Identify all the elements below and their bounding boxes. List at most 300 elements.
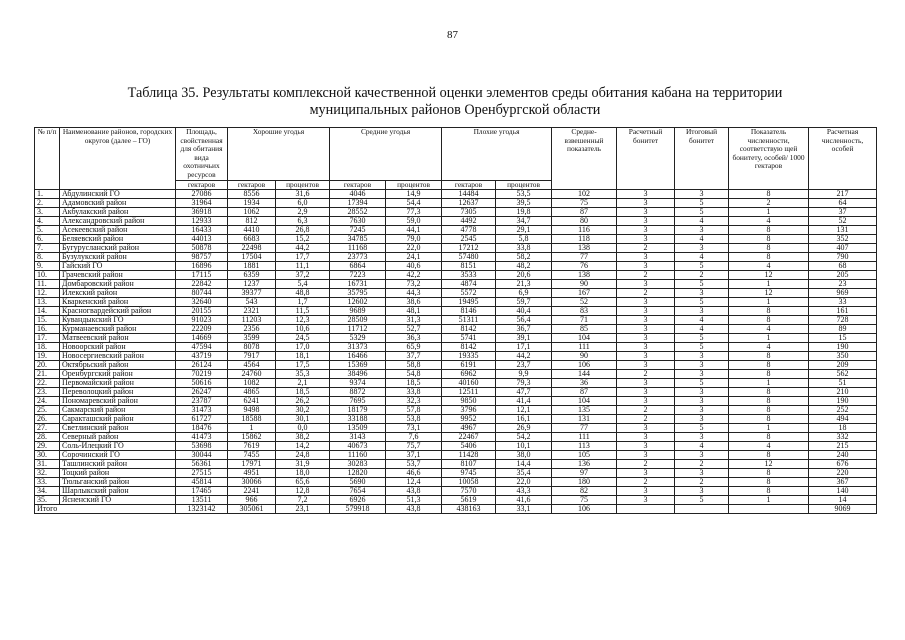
cell-avg: 167 (552, 289, 617, 298)
cell-calc: 3 (617, 424, 675, 433)
cell-final: 4 (675, 235, 729, 244)
cell-medium-pct: 18,5 (386, 379, 442, 388)
cell-indicator: 2 (729, 199, 809, 208)
cell-medium-ha: 7245 (330, 226, 386, 235)
cell-area: 16896 (176, 262, 228, 271)
cell-good-ha: 9498 (228, 406, 276, 415)
cell-calc: 3 (617, 361, 675, 370)
cell-avg: 136 (552, 460, 617, 469)
cell-medium-ha: 35795 (330, 289, 386, 298)
subheader-medium-ha: гектаров (330, 180, 386, 190)
cell-name: Новосергиевский район (60, 352, 176, 361)
header-calc: Расчетный бонитет (617, 128, 675, 190)
cell-calc: 2 (617, 406, 675, 415)
cell-count: 407 (809, 244, 877, 253)
cell-good-ha: 30066 (228, 478, 276, 487)
cell-avg: 106 (552, 361, 617, 370)
cell-poor-ha: 10058 (442, 478, 496, 487)
cell-count: 240 (809, 451, 877, 460)
table-row (35, 334, 877, 343)
header-avg: Средне-взвешенный показатель (552, 128, 617, 190)
cell-area: 17115 (176, 271, 228, 280)
cell-final: 3 (675, 388, 729, 397)
cell-medium-ha: 28509 (330, 316, 386, 325)
cell-good-pct: 17,0 (276, 343, 330, 352)
cell-num: 22. (35, 379, 60, 388)
cell-name: Тоцкий район (60, 469, 176, 478)
cell-final: 3 (675, 352, 729, 361)
cell-num: 10. (35, 271, 60, 280)
cell-good-ha: 2241 (228, 487, 276, 496)
cell-good-pct: 12,3 (276, 316, 330, 325)
cell-medium-pct: 37,7 (386, 352, 442, 361)
total-calc-empty (617, 505, 675, 514)
cell-count: 131 (809, 226, 877, 235)
cell-medium-pct: 59,0 (386, 217, 442, 226)
cell-medium-ha: 18179 (330, 406, 386, 415)
cell-num: 16. (35, 325, 60, 334)
cell-num: 15. (35, 316, 60, 325)
cell-indicator: 8 (729, 487, 809, 496)
cell-name: Илекский район (60, 289, 176, 298)
cell-avg: 116 (552, 226, 617, 235)
cell-good-pct: 10,6 (276, 325, 330, 334)
cell-poor-pct: 39,5 (496, 199, 552, 208)
cell-calc: 3 (617, 235, 675, 244)
cell-name: Кваркенский район (60, 298, 176, 307)
table-row (35, 226, 877, 235)
cell-indicator: 1 (729, 424, 809, 433)
cell-poor-ha: 9850 (442, 397, 496, 406)
cell-final: 5 (675, 298, 729, 307)
cell-indicator: 8 (729, 433, 809, 442)
table-row (35, 487, 877, 496)
cell-indicator: 8 (729, 352, 809, 361)
cell-name: Ташлинский район (60, 460, 176, 469)
cell-good-pct: 7,2 (276, 496, 330, 505)
cell-poor-pct: 48,2 (496, 262, 552, 271)
subheader-poor-ha: гектаров (442, 180, 496, 190)
subheader-good-ha: гектаров (228, 180, 276, 190)
cell-medium-ha: 11168 (330, 244, 386, 253)
total-medium-pct: 43,8 (386, 505, 442, 514)
cell-indicator: 8 (729, 307, 809, 316)
cell-avg: 76 (552, 262, 617, 271)
table-row (35, 325, 877, 334)
cell-num: 8. (35, 253, 60, 262)
cell-count: 14 (809, 496, 877, 505)
cell-name: Сакмарский район (60, 406, 176, 415)
cell-good-ha: 1237 (228, 280, 276, 289)
cell-poor-pct: 58,2 (496, 253, 552, 262)
cell-poor-ha: 4967 (442, 424, 496, 433)
table-row (35, 253, 877, 262)
cell-good-ha: 39377 (228, 289, 276, 298)
cell-good-ha: 4951 (228, 469, 276, 478)
cell-good-pct: 0,0 (276, 424, 330, 433)
table-row (35, 451, 877, 460)
cell-good-ha: 6241 (228, 397, 276, 406)
cell-poor-pct: 39,1 (496, 334, 552, 343)
cell-count: 210 (809, 388, 877, 397)
cell-medium-pct: 36,3 (386, 334, 442, 343)
cell-num: 17. (35, 334, 60, 343)
cell-indicator: 1 (729, 298, 809, 307)
cell-calc: 3 (617, 487, 675, 496)
cell-area: 44013 (176, 235, 228, 244)
cell-name: Соль-Илецкий ГО (60, 442, 176, 451)
cell-indicator: 8 (729, 415, 809, 424)
table-row (35, 307, 877, 316)
table-row (35, 244, 877, 253)
cell-area: 23787 (176, 397, 228, 406)
cell-count: 252 (809, 406, 877, 415)
cell-final: 5 (675, 379, 729, 388)
cell-indicator: 8 (729, 388, 809, 397)
cell-count: 205 (809, 271, 877, 280)
cell-final: 3 (675, 415, 729, 424)
cell-medium-ha: 3143 (330, 433, 386, 442)
cell-medium-pct: 12,4 (386, 478, 442, 487)
cell-medium-pct: 32,3 (386, 397, 442, 406)
cell-final: 3 (675, 307, 729, 316)
cell-poor-ha: 9952 (442, 415, 496, 424)
cell-area: 31473 (176, 406, 228, 415)
cell-medium-ha: 7630 (330, 217, 386, 226)
total-row (35, 505, 877, 514)
cell-area: 30044 (176, 451, 228, 460)
cell-indicator: 8 (729, 451, 809, 460)
table-body (35, 190, 877, 505)
cell-medium-pct: 57,8 (386, 406, 442, 415)
cell-poor-pct: 79,3 (496, 379, 552, 388)
cell-name: Новоорский район (60, 343, 176, 352)
cell-medium-pct: 51,3 (386, 496, 442, 505)
cell-indicator: 4 (729, 262, 809, 271)
cell-medium-ha: 7654 (330, 487, 386, 496)
cell-good-ha: 3599 (228, 334, 276, 343)
cell-num: 35. (35, 496, 60, 505)
table-row (35, 496, 877, 505)
cell-poor-ha: 8151 (442, 262, 496, 271)
cell-poor-ha: 4874 (442, 280, 496, 289)
cell-medium-ha: 6864 (330, 262, 386, 271)
title-line-2: муниципальных районов Оренбургской области (309, 102, 601, 118)
table-row (35, 271, 877, 280)
cell-poor-pct: 59,7 (496, 298, 552, 307)
cell-indicator: 4 (729, 217, 809, 226)
cell-calc: 3 (617, 451, 675, 460)
cell-area: 98757 (176, 253, 228, 262)
cell-medium-ha: 12602 (330, 298, 386, 307)
cell-medium-pct: 73,1 (386, 424, 442, 433)
cell-num: 20. (35, 361, 60, 370)
cell-name: Октябрьский район (60, 361, 176, 370)
cell-good-pct: 17,5 (276, 361, 330, 370)
cell-good-ha: 966 (228, 496, 276, 505)
cell-name: Ясненский ГО (60, 496, 176, 505)
cell-count: 494 (809, 415, 877, 424)
cell-avg: 87 (552, 388, 617, 397)
cell-poor-ha: 51311 (442, 316, 496, 325)
cell-count: 52 (809, 217, 877, 226)
cell-name: Адамовский район (60, 199, 176, 208)
cell-name: Оренбургский район (60, 370, 176, 379)
cell-good-pct: 15,2 (276, 235, 330, 244)
cell-avg: 85 (552, 325, 617, 334)
cell-poor-ha: 6191 (442, 361, 496, 370)
cell-poor-pct: 41,4 (496, 397, 552, 406)
cell-calc: 2 (617, 289, 675, 298)
cell-final: 4 (675, 442, 729, 451)
cell-medium-pct: 31,3 (386, 316, 442, 325)
table-row (35, 370, 877, 379)
cell-calc: 3 (617, 298, 675, 307)
cell-indicator: 8 (729, 478, 809, 487)
total-poor-ha: 438163 (442, 505, 496, 514)
cell-calc: 3 (617, 334, 675, 343)
cell-medium-ha: 16466 (330, 352, 386, 361)
cell-medium-ha: 17394 (330, 199, 386, 208)
cell-medium-pct: 33,8 (386, 388, 442, 397)
cell-poor-ha: 7570 (442, 487, 496, 496)
cell-indicator: 8 (729, 370, 809, 379)
cell-poor-ha: 5741 (442, 334, 496, 343)
cell-medium-ha: 40673 (330, 442, 386, 451)
cell-final: 3 (675, 451, 729, 460)
cell-area: 26247 (176, 388, 228, 397)
header-good: Хорошие угодья (228, 128, 330, 181)
cell-medium-pct: 7,6 (386, 433, 442, 442)
cell-area: 20155 (176, 307, 228, 316)
cell-avg: 138 (552, 271, 617, 280)
cell-good-ha: 8556 (228, 190, 276, 199)
cell-good-pct: 6,0 (276, 199, 330, 208)
cell-good-pct: 44,2 (276, 244, 330, 253)
cell-avg: 97 (552, 469, 617, 478)
cell-count: 89 (809, 325, 877, 334)
cell-good-ha: 812 (228, 217, 276, 226)
cell-final: 3 (675, 469, 729, 478)
cell-good-ha: 4410 (228, 226, 276, 235)
table-row (35, 280, 877, 289)
cell-name: Переволоцкий район (60, 388, 176, 397)
cell-calc: 3 (617, 442, 675, 451)
cell-name: Пономаревский район (60, 397, 176, 406)
cell-num: 19. (35, 352, 60, 361)
cell-name: Светлинский район (60, 424, 176, 433)
cell-name: Первомайский район (60, 379, 176, 388)
table-row (35, 262, 877, 271)
cell-poor-ha: 12637 (442, 199, 496, 208)
cell-num: 27. (35, 424, 60, 433)
cell-poor-ha: 57480 (442, 253, 496, 262)
cell-poor-ha: 22467 (442, 433, 496, 442)
table-row (35, 469, 877, 478)
total-avg: 106 (552, 505, 617, 514)
cell-poor-pct: 35,4 (496, 469, 552, 478)
cell-count: 23 (809, 280, 877, 289)
table-row (35, 415, 877, 424)
cell-name: Бугурусланский район (60, 244, 176, 253)
cell-poor-pct: 38,0 (496, 451, 552, 460)
table-row (35, 406, 877, 415)
cell-count: 64 (809, 199, 877, 208)
cell-calc: 3 (617, 190, 675, 199)
cell-good-pct: 26,2 (276, 397, 330, 406)
cell-poor-ha: 5572 (442, 289, 496, 298)
cell-poor-pct: 54,2 (496, 433, 552, 442)
cell-poor-pct: 16,1 (496, 415, 552, 424)
cell-poor-ha: 6962 (442, 370, 496, 379)
cell-num: 25. (35, 406, 60, 415)
cell-avg: 111 (552, 343, 617, 352)
cell-medium-pct: 38,6 (386, 298, 442, 307)
cell-num: 34. (35, 487, 60, 496)
cell-good-ha: 7619 (228, 442, 276, 451)
cell-count: 790 (809, 253, 877, 262)
cell-num: 29. (35, 442, 60, 451)
cell-name: Беляевский район (60, 235, 176, 244)
cell-count: 15 (809, 334, 877, 343)
total-area: 1323142 (176, 505, 228, 514)
cell-num: 5. (35, 226, 60, 235)
subheader-medium-pct: процентов (386, 180, 442, 190)
cell-good-pct: 65,6 (276, 478, 330, 487)
cell-indicator: 8 (729, 469, 809, 478)
cell-poor-pct: 20,6 (496, 271, 552, 280)
cell-final: 4 (675, 325, 729, 334)
cell-medium-ha: 15369 (330, 361, 386, 370)
cell-poor-pct: 12,1 (496, 406, 552, 415)
cell-indicator: 8 (729, 253, 809, 262)
cell-avg: 102 (552, 190, 617, 199)
cell-medium-ha: 11712 (330, 325, 386, 334)
cell-medium-ha: 5329 (330, 334, 386, 343)
cell-indicator: 8 (729, 190, 809, 199)
cell-area: 45814 (176, 478, 228, 487)
cell-good-pct: 6,3 (276, 217, 330, 226)
cell-poor-pct: 56,4 (496, 316, 552, 325)
cell-avg: 77 (552, 424, 617, 433)
cell-area: 22209 (176, 325, 228, 334)
cell-count: 51 (809, 379, 877, 388)
cell-good-ha: 1082 (228, 379, 276, 388)
cell-area: 91023 (176, 316, 228, 325)
table-row (35, 343, 877, 352)
cell-final: 3 (675, 244, 729, 253)
cell-calc: 2 (617, 370, 675, 379)
cell-indicator: 4 (729, 325, 809, 334)
cell-name: Тюльганский район (60, 478, 176, 487)
cell-name: Шарлыкский район (60, 487, 176, 496)
cell-poor-ha: 8142 (442, 325, 496, 334)
cell-medium-pct: 46,6 (386, 469, 442, 478)
cell-indicator: 8 (729, 397, 809, 406)
cell-area: 36918 (176, 208, 228, 217)
cell-poor-pct: 53,5 (496, 190, 552, 199)
cell-indicator: 4 (729, 442, 809, 451)
cell-final: 4 (675, 217, 729, 226)
cell-calc: 3 (617, 325, 675, 334)
title-line-1: Таблица 35. Результаты комплексной качественной оценки элементов среды обитания кабана на территории (127, 85, 783, 101)
cell-good-pct: 11,5 (276, 307, 330, 316)
cell-poor-pct: 21,3 (496, 280, 552, 289)
cell-final: 4 (675, 316, 729, 325)
cell-name: Александровский район (60, 217, 176, 226)
cell-poor-ha: 9745 (442, 469, 496, 478)
cell-good-pct: 11,1 (276, 262, 330, 271)
cell-final: 3 (675, 289, 729, 298)
cell-avg: 144 (552, 370, 617, 379)
cell-area: 47594 (176, 343, 228, 352)
cell-medium-pct: 54,8 (386, 370, 442, 379)
header-row (35, 128, 877, 181)
cell-name: Асекеевский район (60, 226, 176, 235)
cell-poor-ha: 4492 (442, 217, 496, 226)
cell-name: Акбулакский район (60, 208, 176, 217)
cell-name: Курманаевский район (60, 325, 176, 334)
cell-poor-pct: 14,4 (496, 460, 552, 469)
table-row (35, 361, 877, 370)
cell-area: 31964 (176, 199, 228, 208)
cell-medium-ha: 31373 (330, 343, 386, 352)
cell-count: 33 (809, 298, 877, 307)
cell-name: Абдулинский ГО (60, 190, 176, 199)
cell-area: 27515 (176, 469, 228, 478)
cell-area: 43719 (176, 352, 228, 361)
cell-calc: 2 (617, 271, 675, 280)
cell-medium-pct: 65,9 (386, 343, 442, 352)
cell-medium-pct: 77,3 (386, 208, 442, 217)
cell-poor-ha: 19335 (442, 352, 496, 361)
cell-num: 3. (35, 208, 60, 217)
total-medium-ha: 579918 (330, 505, 386, 514)
cell-num: 12. (35, 289, 60, 298)
cell-indicator: 1 (729, 379, 809, 388)
cell-final: 3 (675, 370, 729, 379)
cell-count: 728 (809, 316, 877, 325)
cell-avg: 80 (552, 217, 617, 226)
cell-good-pct: 48,8 (276, 289, 330, 298)
cell-good-pct: 38,2 (276, 433, 330, 442)
cell-count: 350 (809, 352, 877, 361)
cell-name: Северный район (60, 433, 176, 442)
cell-area: 16433 (176, 226, 228, 235)
cell-indicator: 8 (729, 316, 809, 325)
cell-medium-ha: 9374 (330, 379, 386, 388)
table-row (35, 235, 877, 244)
cell-good-pct: 24,5 (276, 334, 330, 343)
cell-avg: 131 (552, 415, 617, 424)
cell-count: 68 (809, 262, 877, 271)
header-final: Итоговый бонитет (675, 128, 729, 190)
table-title (60, 85, 850, 119)
cell-poor-ha: 5619 (442, 496, 496, 505)
cell-medium-pct: 48,1 (386, 307, 442, 316)
subheader-area: гектаров (176, 180, 228, 190)
cell-calc: 3 (617, 316, 675, 325)
cell-avg: 138 (552, 244, 617, 253)
cell-avg: 104 (552, 397, 617, 406)
cell-poor-ha: 3796 (442, 406, 496, 415)
cell-count: 352 (809, 235, 877, 244)
cell-area: 32640 (176, 298, 228, 307)
cell-name: Саракташский район (60, 415, 176, 424)
table-row (35, 433, 877, 442)
cell-calc: 3 (617, 262, 675, 271)
cell-medium-pct: 24,1 (386, 253, 442, 262)
